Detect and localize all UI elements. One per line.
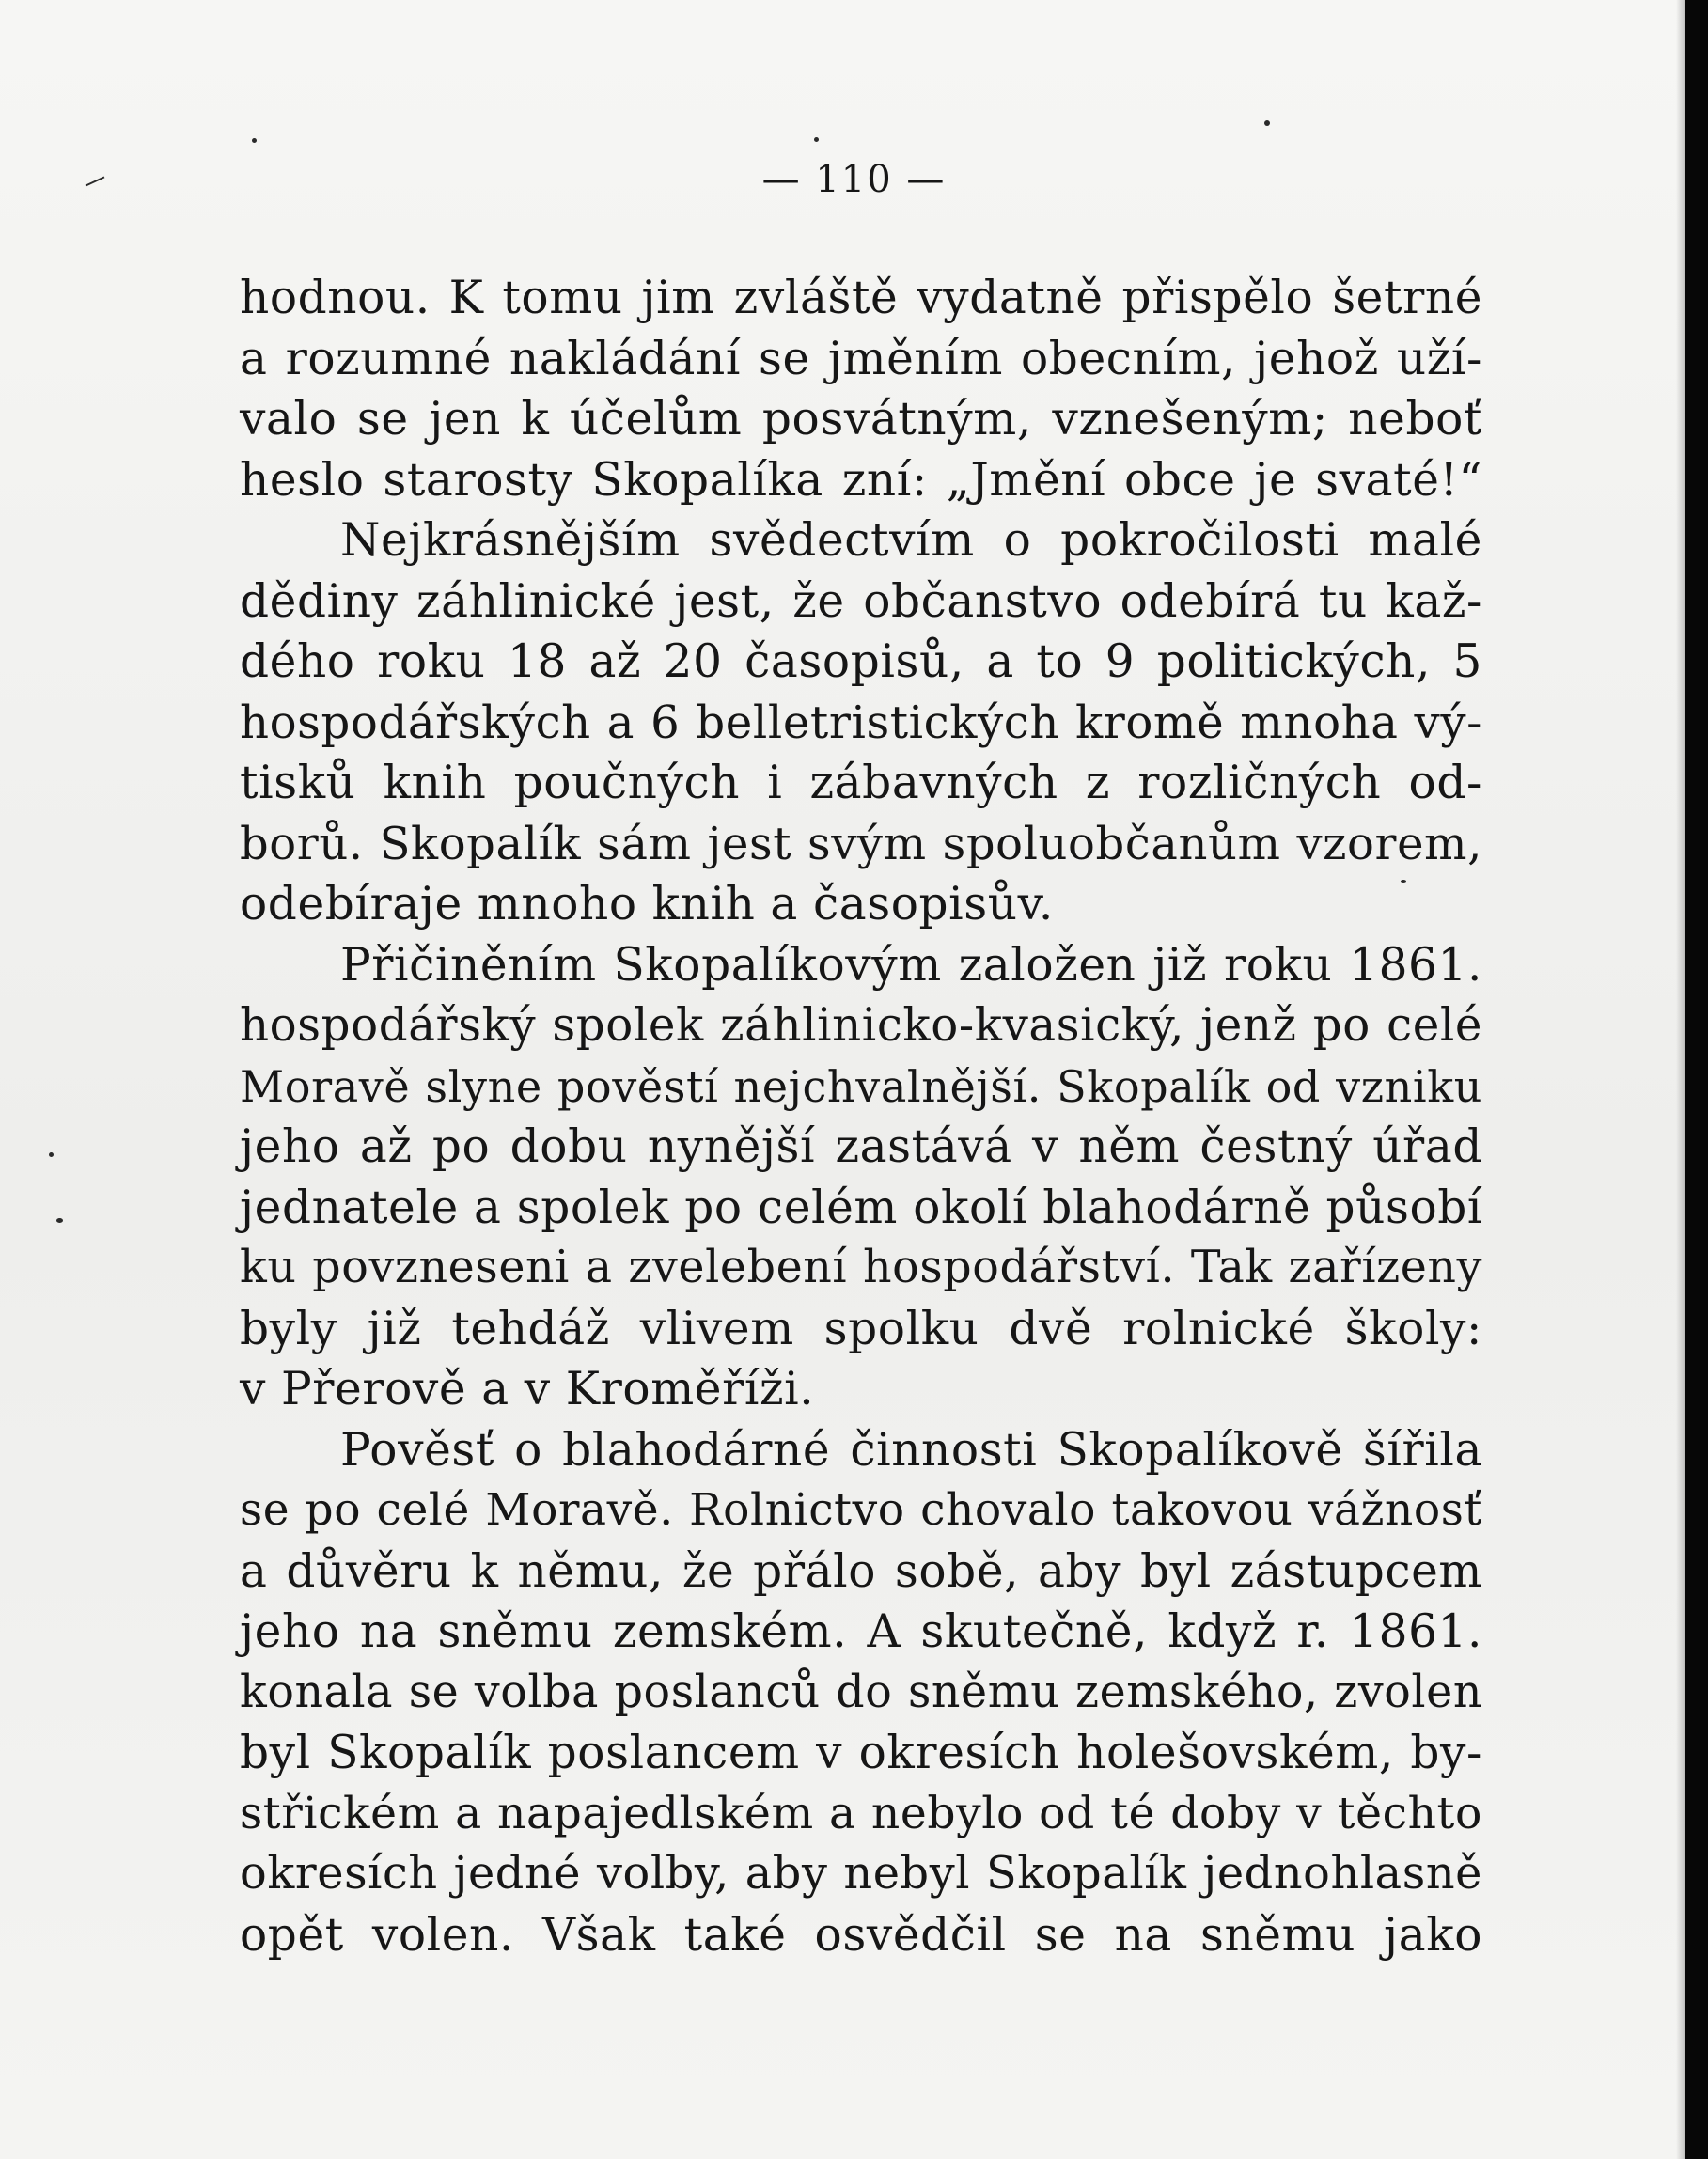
text-line: hospodářský spolek záhlinicko-kvasický, jenž po celé (240, 999, 1482, 1052)
page-body (240, 268, 1482, 1965)
text-line: odebíraje mnoho knih a časopisův. (240, 878, 1054, 931)
text-line: tisků knih poučných i zábavných z rozličných od- (240, 757, 1482, 809)
text-line: byly již tehdáž vlivem spolku dvě rolnické školy: (240, 1302, 1482, 1355)
text-line: střickém a napajedlském a nebylo od té doby v těchto (240, 1787, 1482, 1839)
text-line: heslo starosty Skopalíka zní: „Jmění obce je svaté!“ (240, 453, 1482, 507)
scan-speck (814, 137, 819, 142)
text-line: a rozumné nakládání se jměním obecním, jehož uží- (240, 332, 1482, 385)
text-line: byl Skopalík poslancem v okresích holešovském, by- (240, 1727, 1482, 1779)
scan-speck (1264, 120, 1270, 126)
text-line: Pověsť o blahodárné činnosti Skopalíkově šířila (340, 1423, 1482, 1477)
text-line: Přičiněním Skopalíkovým založen již roku 1861. (340, 938, 1482, 992)
text-line: a důvěru k němu, že přálo sobě, aby byl zástupcem (240, 1544, 1482, 1598)
text-line: Moravě slyne pověstí nejchvalnější. Skopalík od vzniku (240, 1060, 1482, 1112)
text-line: dého roku 18 až 20 časopisů, a to 9 politických, 5 (240, 635, 1482, 688)
text-line: hospodářských a 6 belletristických kromě mnoha vý- (240, 696, 1482, 749)
text-line: okresích jedné volby, aby nebyl Skopalík jednohlasně (240, 1848, 1482, 1900)
text-line: v Přerově a v Kroměříži. (240, 1363, 815, 1416)
text-line: opět volen. Však také osvědčil se na sněmu jako (240, 1908, 1482, 1962)
scan-speck (56, 1218, 63, 1223)
scan-edge (1685, 0, 1708, 2159)
text-line: se po celé Moravě. Rolnictvo chovalo takovou vážnosť (240, 1484, 1482, 1536)
text-line: konala se volba poslanců do sněmu zemského, zvolen (240, 1666, 1482, 1718)
text-line: Nejkrásnějším svědectvím o pokročilosti malé (340, 514, 1482, 567)
page-gutter-shadow (1676, 0, 1685, 2159)
text-line: borů. Skopalík sám jest svým spoluobčanům vzorem, (240, 817, 1482, 870)
text-line: jednatele a spolek po celém okolí blahodárně působí (240, 1181, 1482, 1234)
page-number: — 110 — (761, 158, 947, 201)
text-line: hodnou. K tomu jim zvláště vydatně přispělo šetrné (240, 272, 1482, 324)
scan-speck (49, 1152, 54, 1157)
scan-speck (252, 138, 257, 143)
text-line: dědiny záhlinické jest, že občanstvo odebírá tu kaž- (240, 574, 1482, 628)
text-line: valo se jen k účelům posvátným, vznešeným; neboť (240, 393, 1482, 446)
text-line: ku povzneseni a zvelebení hospodářství. Tak zařízeny (240, 1242, 1482, 1293)
text-line: jeho až po dobu nynější zastává v něm čestný úřad (240, 1120, 1482, 1173)
text-line: jeho na sněmu zemském. A skutečně, když r. 1861. (240, 1605, 1482, 1658)
